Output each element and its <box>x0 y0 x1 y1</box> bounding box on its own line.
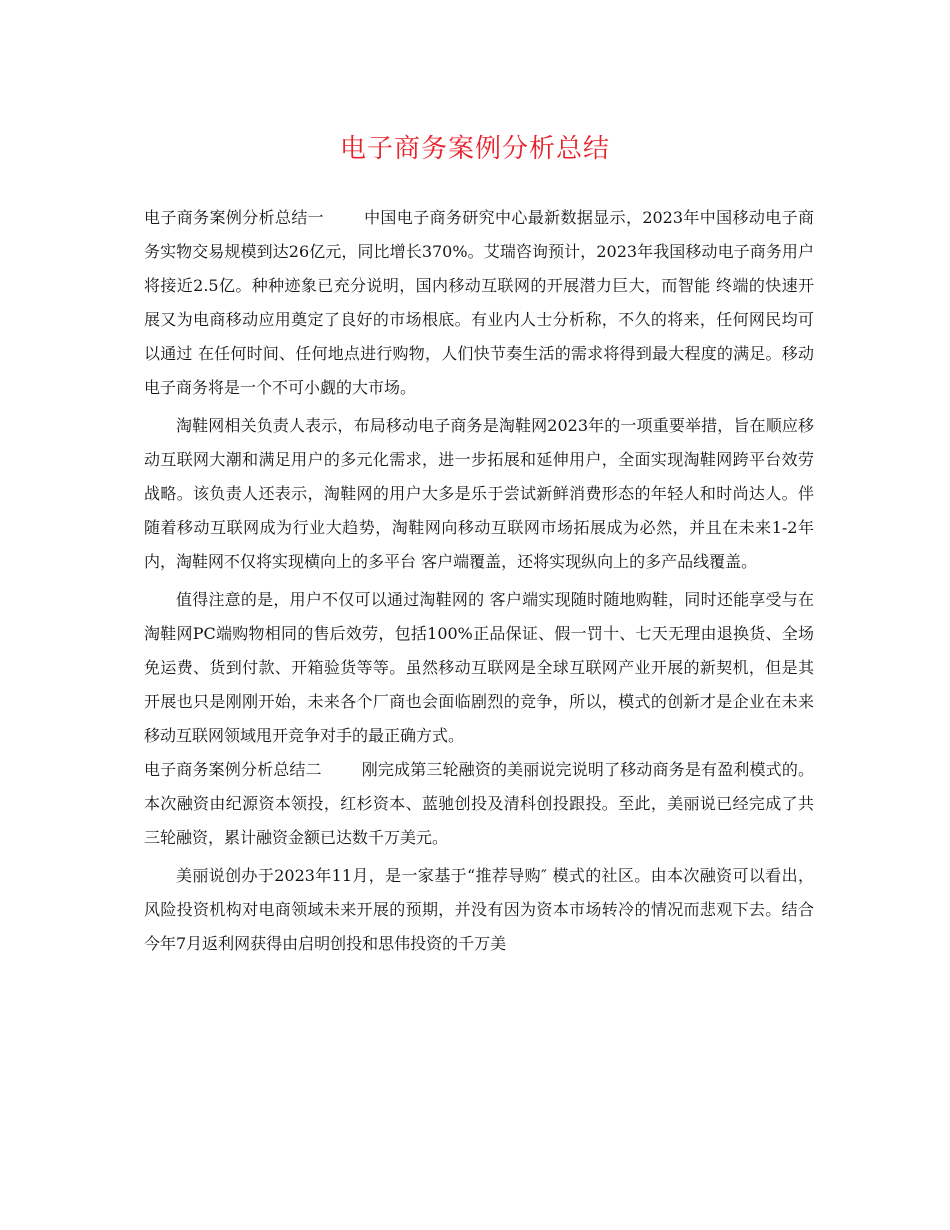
section-one-paragraph-1: 淘鞋网相关负责人表示，布局移动电子商务是淘鞋网2023年的一项重要举措，旨在顺应移动互联网大潮和满足用户的多元化需求，进一步拓展和延伸用户，全面实现淘鞋网跨平台效劳战略。该负责人还表示，淘鞋网的用户大多是乐于尝试新鲜消费形态的年轻人和时尚达人。伴随着移动互联网成为行业大趋势，淘鞋网向移动互联网市场拓展成为必然，并且在未来1-2年内，淘鞋网不仅将实现横向上的多平台 客户端覆盖，还将实现纵向上的多产品线覆盖。 <box>144 416 814 571</box>
section-two-lead-text: 刚完成第三轮融资的美丽说完说明了移动商务是有盈利模式的。本次融资由纪源资本领投，红杉资本、蓝驰创投及清科创投跟投。至此，美丽说已经完成了共三轮融资，累计融资金额已达数千万美元。 <box>144 760 814 847</box>
document-title: 电子商务案例分析总结 <box>339 134 610 164</box>
section-two-heading: 电子商务案例分析总结二 <box>144 760 322 779</box>
section-two-lead-paragraph <box>144 753 814 855</box>
section-one-lead-text: 中国电子商务研究中心最新数据显示，2023年中国移动电子商务实物交易规模到达26亿元，同比增长370%。艾瑞咨询预计，2023年我国移动电子商务用户将接近2.5亿。种种迹象已充分说明，国内移动互联网的开展潜力巨大，而智能 终端的快速开展又为电商移动应用奠定了良好的市场根底。有业内人士分析称，不久的将来，任何网民均可以通过 在任何时间、任何地点进行购物，人们快节奏生活的需求将得到最大程度的满足。移动电子商务将是一个不可小觑的大市场。 <box>144 208 814 397</box>
section-one-heading: 电子商务案例分析总结一 <box>144 208 325 227</box>
section-two-paragraph-1: 美丽说创办于2023年11月，是一家基于“推荐导购″ 模式的社区。由本次融资可以看出，风险投资机构对电商领域未来开展的预期，并没有因为资本市场转冷的情况而悲观下去。结合今年7月返利网获得由启明创投和思伟投资的千万美 <box>144 866 814 953</box>
document-body <box>144 201 814 961</box>
section-one-paragraph-2: 值得注意的是，用户不仅可以通过淘鞋网的 客户端实现随时随地购鞋，同时还能享受与在淘鞋网PC端购物相同的售后效劳，包括100%正品保证、假一罚十、七天无理由退换货、全场免运费、货到付款、开箱验货等等。虽然移动互联网是全球互联网产业开展的新契机，但是其开展也只是刚刚开始，未来各个厂商也会面临剧烈的竞争，所以，模式的创新才是企业在未来移动互联网领域甩开竞争对手的最正确方式。 <box>144 590 814 745</box>
section-one-lead-paragraph <box>144 201 814 405</box>
